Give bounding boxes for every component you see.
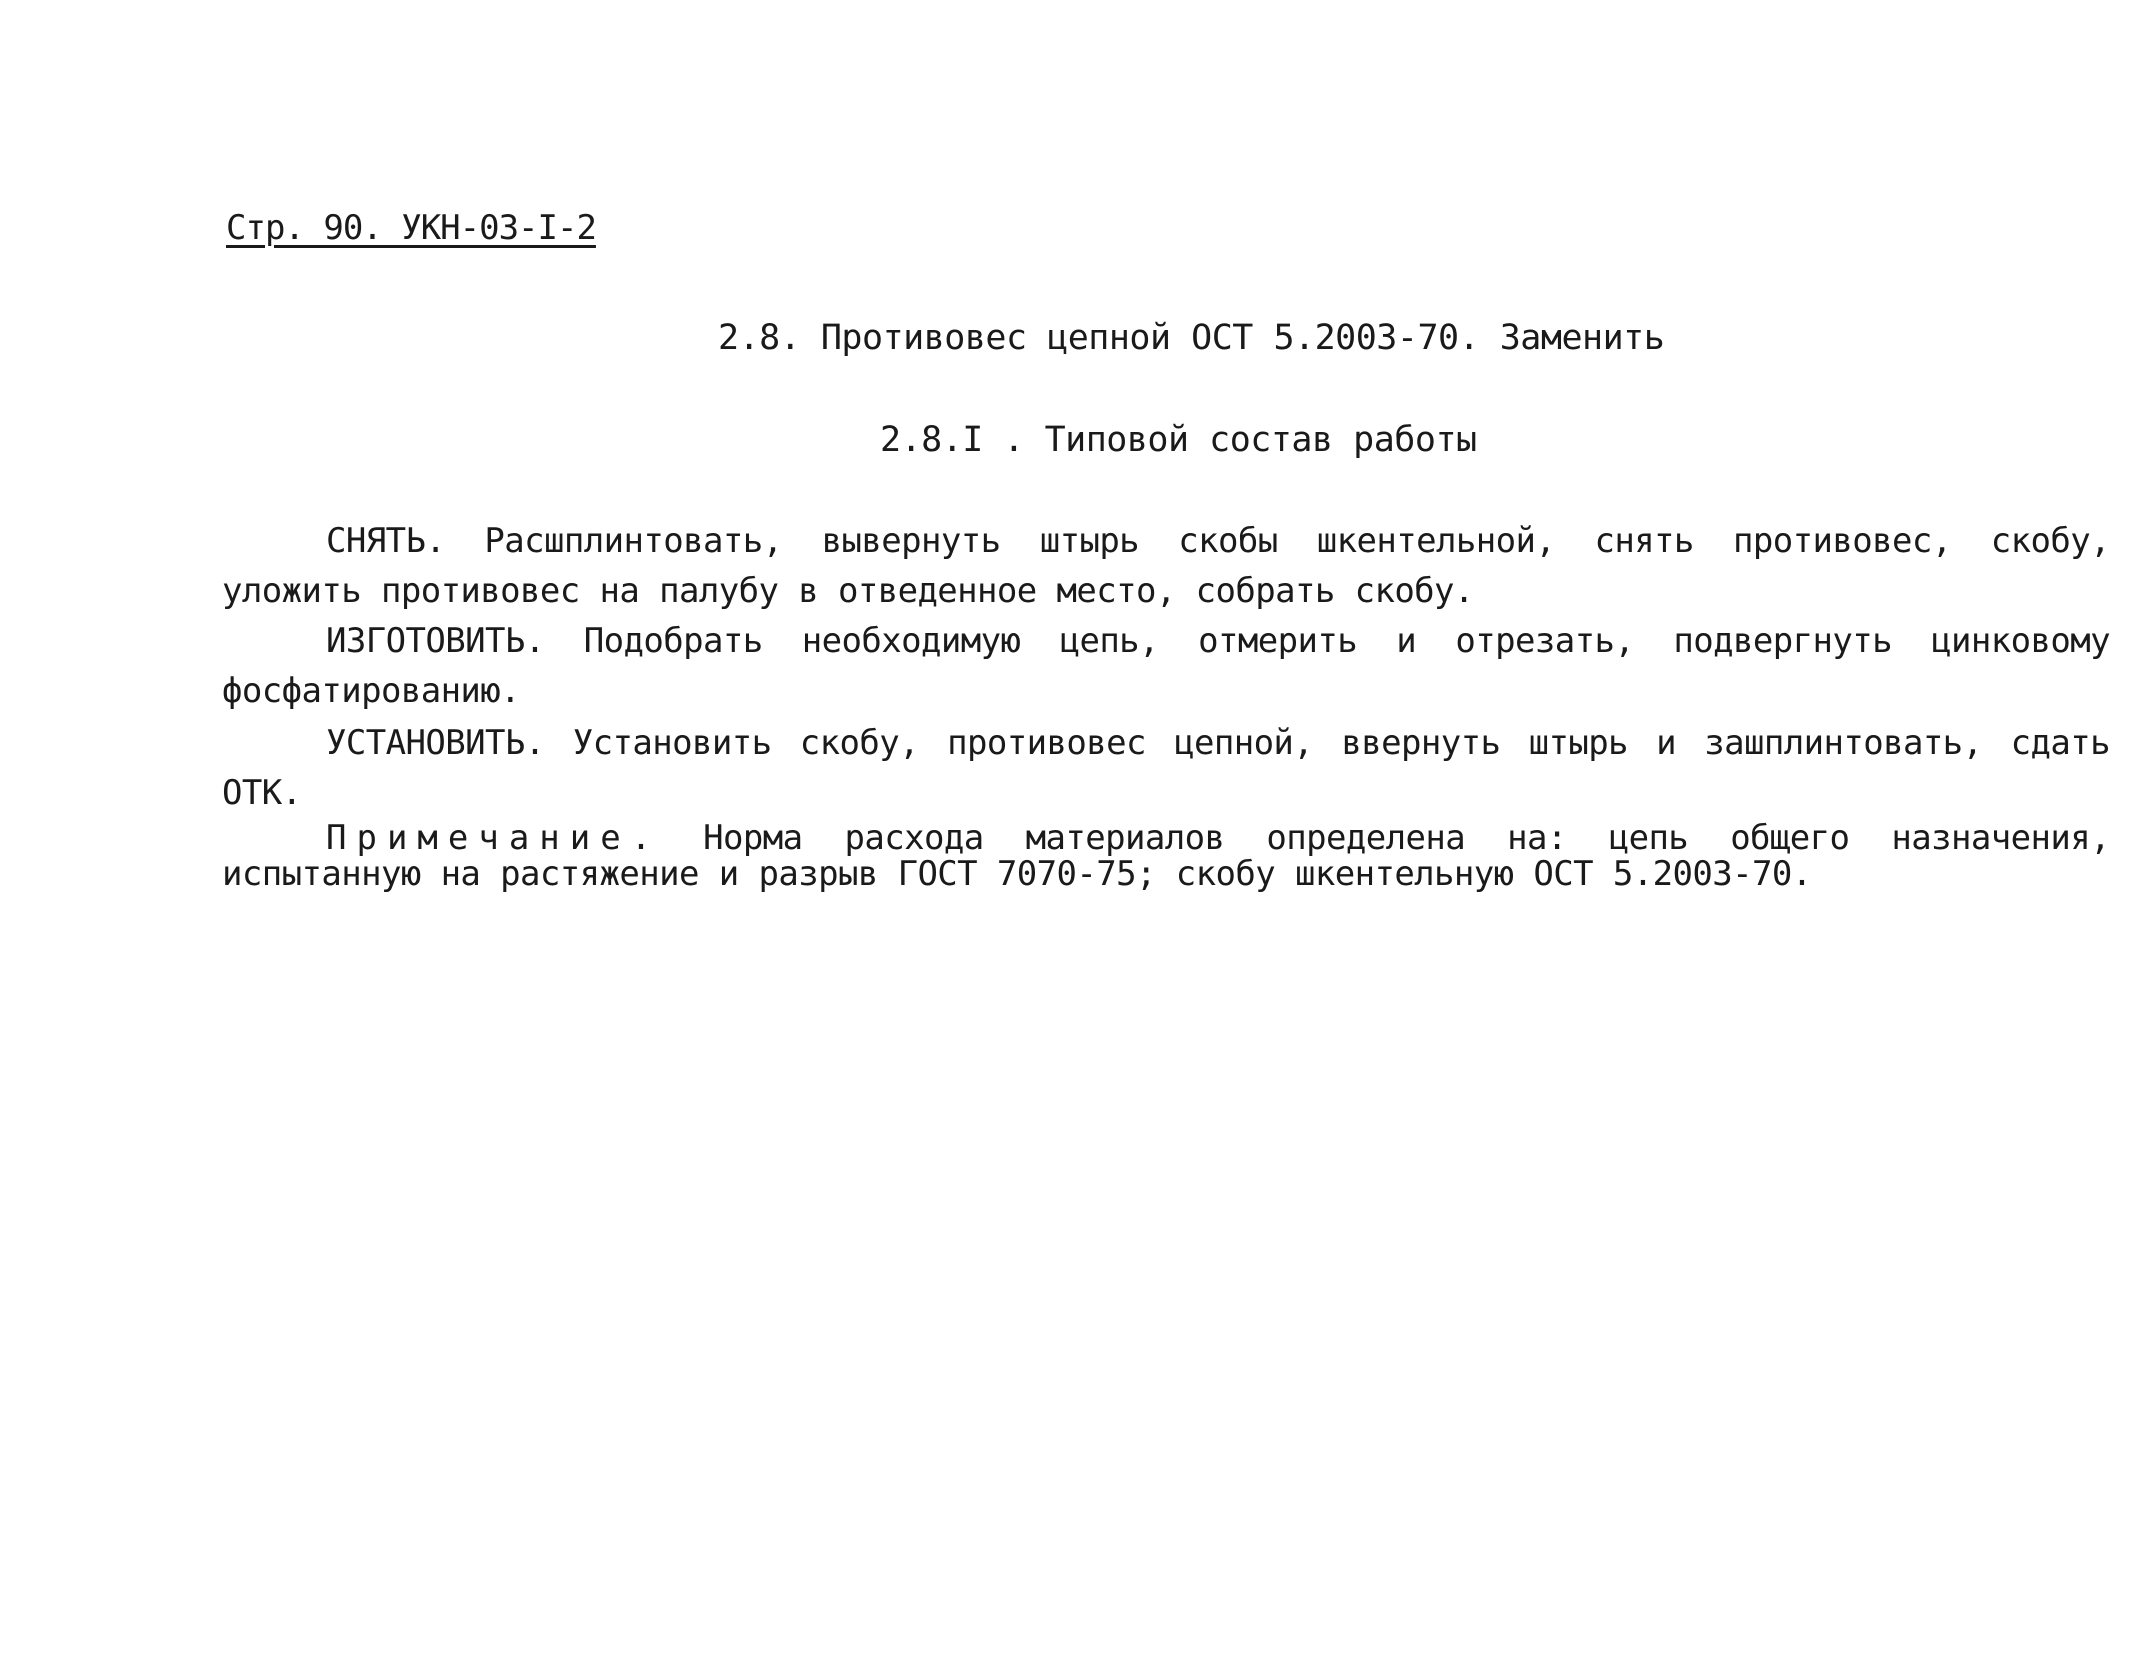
page-reference: Стр. 90. УКН-03-I-2 — [226, 208, 596, 248]
paragraph-install-text: Установить скобу, противовес цепной, ввернуть штырь и зашплинтовать, сдать ОТК. — [222, 723, 2110, 813]
section-title: 2.8. Противовес цепной ОСТ 5.2003-70. Заменить — [718, 318, 1665, 358]
paragraph-remove — [222, 516, 2110, 616]
paragraph-make — [222, 616, 2110, 716]
note-label: Примечание. — [326, 818, 662, 858]
paragraph-remove-text: Расшплинтовать, вывернуть штырь скобы шкентельной, снять противовес, скобу, уложить противовес на палубу в отведенное место, собрать скобу. — [222, 521, 2110, 611]
keyword-remove: СНЯТЬ. — [326, 521, 446, 561]
keyword-make: ИЗГОТОВИТЬ. — [326, 621, 545, 661]
keyword-install: УСТАНОВИТЬ. — [326, 723, 545, 763]
paragraph-install — [222, 718, 2110, 818]
paragraph-note-text: Норма расхода материалов определена на: цепь общего назначения, испытанную на растяжение и разрыв ГОСТ 7070-75; скобу шкентельную ОСТ 5.2003-70. — [222, 818, 2110, 894]
subsection-title: 2.8.I . Типовой состав работы — [880, 420, 1477, 460]
paragraph-make-text: Подобрать необходимую цепь, отмерить и отрезать, подвергнуть цинковому фосфатированию. — [222, 621, 2110, 711]
paragraph-note — [222, 820, 2110, 892]
